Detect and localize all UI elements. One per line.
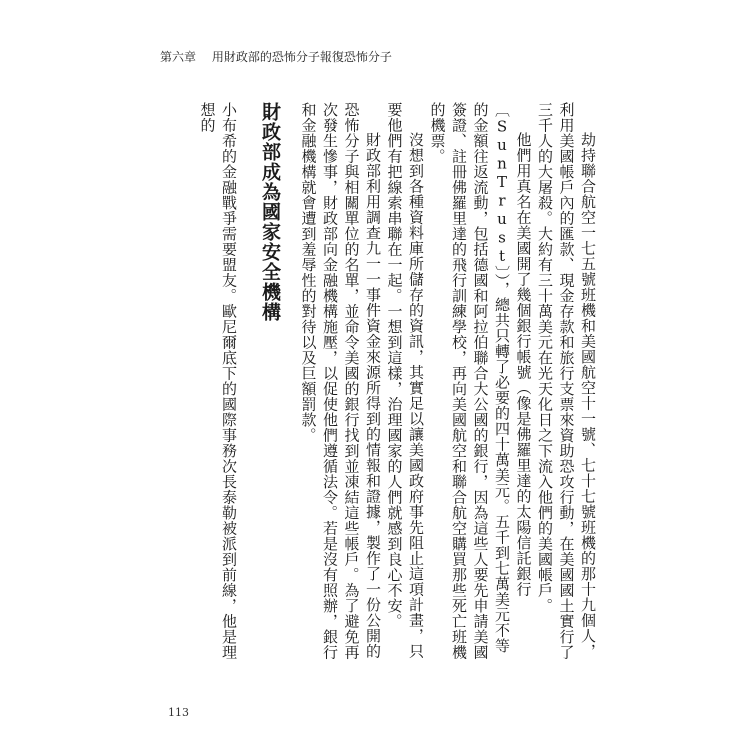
paragraph-5: 小布希的金融戰爭需要盟友。歐尼爾底下的國際事務次長泰勒被派到前線，他是理想的 — [198, 102, 238, 660]
chapter-label: 第六章 — [160, 50, 197, 64]
paragraph-1: 劫持聯合航空一七五號班機和美國航空十一號、七十七號班機的那十九個人，利用美國帳戶內的匯款、現金存款和旅行支票來資助恐攻行動，在美國國土實行了三千人的大屠殺。大約有三十萬美元在光天化日之下流入他們的美國帳戶。 — [536, 102, 597, 660]
vertical-body-text — [168, 102, 598, 662]
paragraph-2: 他們用真名在美國開了幾個銀行帳號（像是佛羅里達的太陽信託銀行〔SunTrust〕），總共只轉了必要的四十萬美元。五千到七萬美元不等的金額往返流動，包括德國和阿拉伯聯合大公國的銀行，因為這些人要先申請美國簽證、註冊佛羅里達的飛行訓練學校，再向美國航空和聯合航空購買那些死亡班機的機票。 — [428, 102, 533, 660]
paragraph-3: 沒想到各種資料庫所儲存的資訊，其實足以讓美國政府事先阻止這項計畫，只要他們有把線索串聯在一起。一想到這樣，治理國家的人們就感到良心不安。 — [385, 102, 425, 659]
chapter-title: 用財政部的恐怖分子報復恐怖分子 — [211, 50, 392, 64]
page-number: 113 — [168, 706, 189, 719]
paragraph-4: 財政部利用調查九一一事件資金來源所得到的情報和證據，製作了一份公開的恐怖分子與相關單位的名單，並命令美國的銀行找到並凍結這些帳戶。為了避免再次發生慘事，財政部向金融機構施壓，以促使他們遵循法令。若是沒有照辦，銀行和金融機構就會遭到羞辱性的對待以及巨額罰款。 — [299, 102, 382, 660]
section-heading: 財政部成為國家安全機構 — [259, 102, 281, 322]
running-head — [160, 48, 620, 68]
